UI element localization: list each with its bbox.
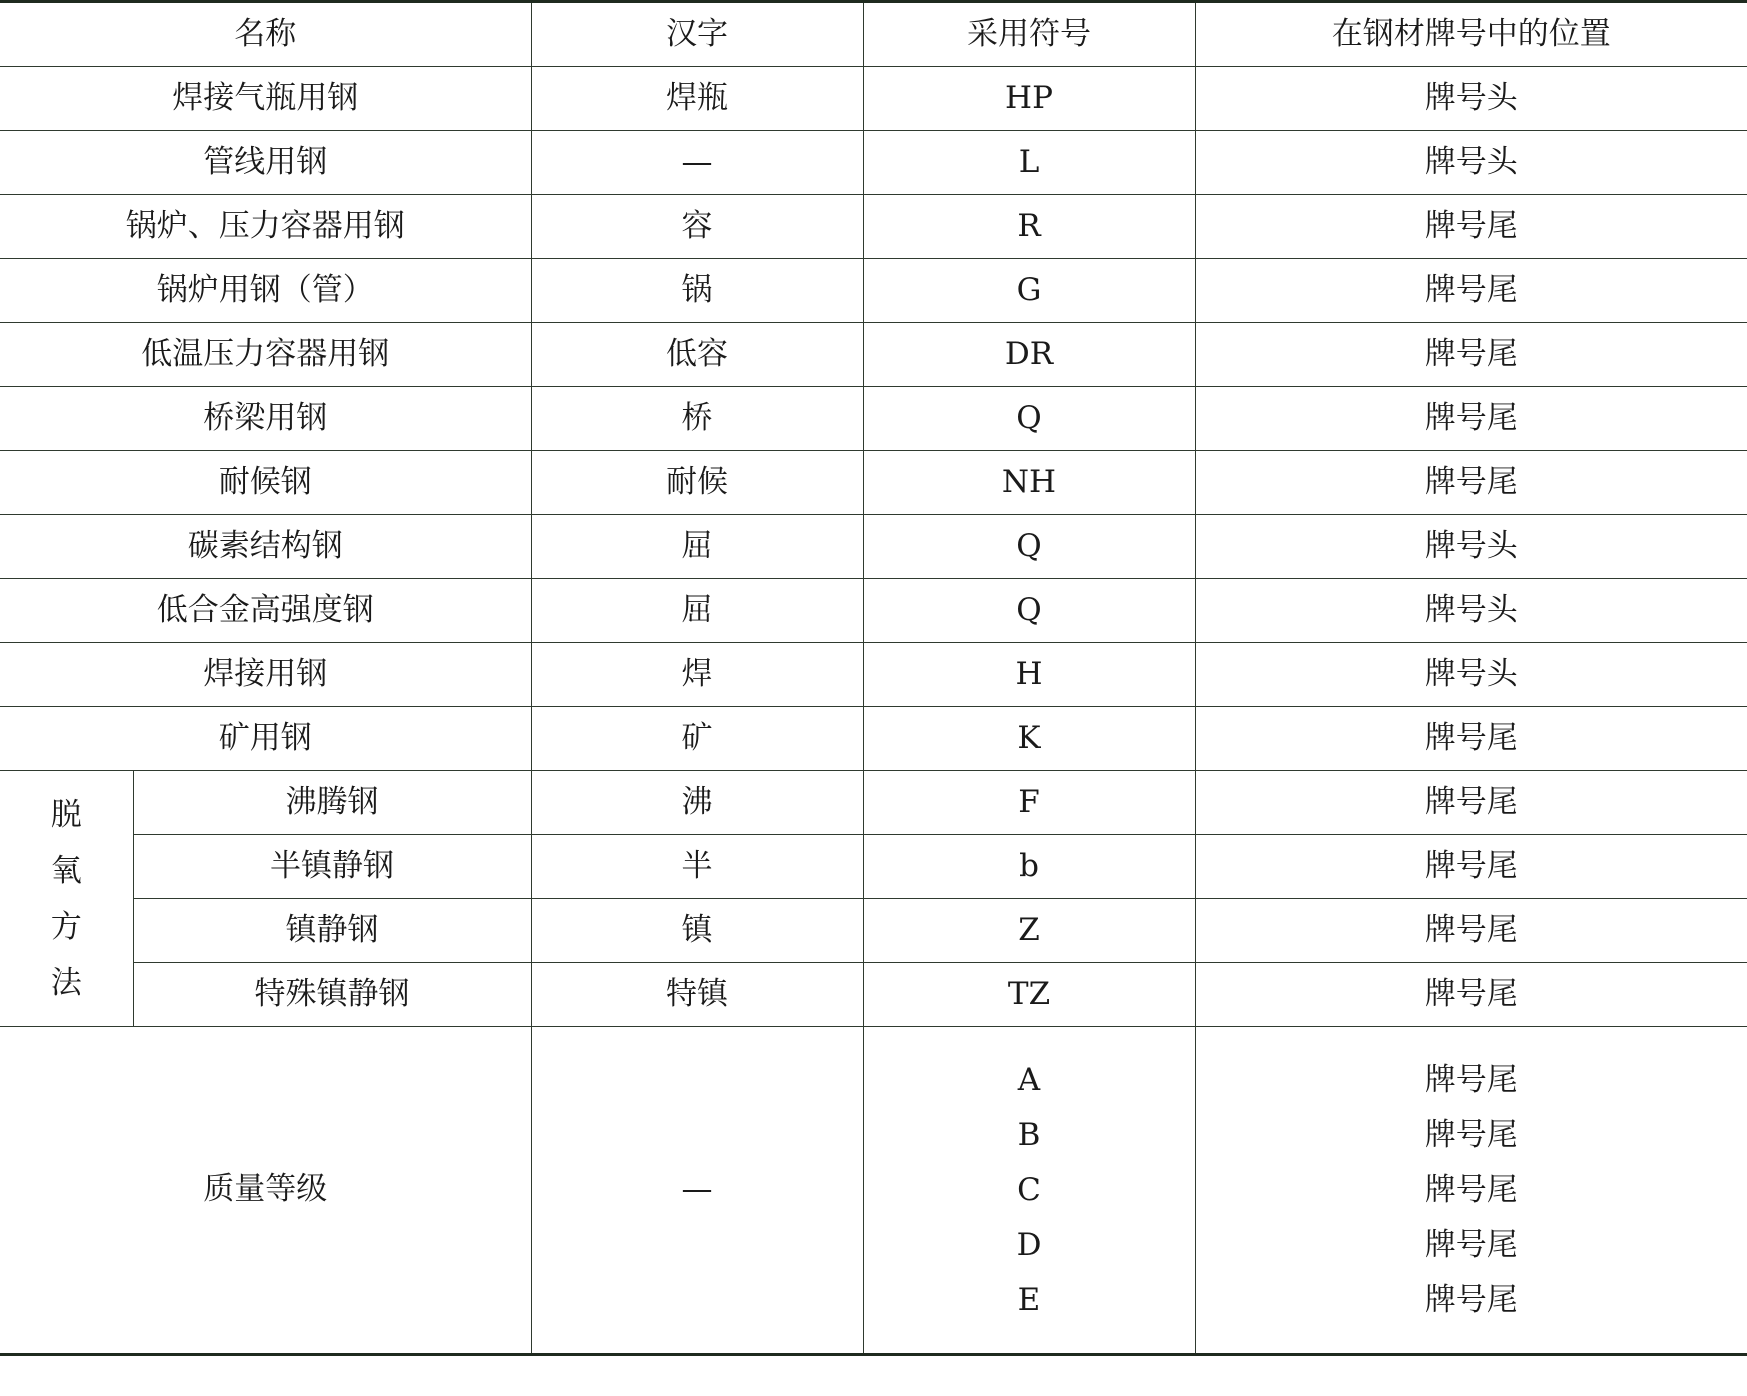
cell-symbol: Q bbox=[863, 579, 1195, 643]
cell-hanzi: 耐候 bbox=[531, 451, 863, 515]
cell-hanzi: — bbox=[531, 131, 863, 195]
quality-symbol: A bbox=[1017, 1061, 1041, 1098]
quality-symbol: D bbox=[1016, 1226, 1042, 1263]
cell-position: 牌号尾 bbox=[1195, 323, 1747, 387]
cell-symbol: DR bbox=[863, 323, 1195, 387]
cell-name: 低温压力容器用钢 bbox=[0, 323, 531, 387]
cell-name: 低合金高强度钢 bbox=[0, 579, 531, 643]
cell-name: 锅炉用钢（管） bbox=[0, 259, 531, 323]
cell-symbol: F bbox=[863, 771, 1195, 835]
cell-position: 牌号尾 bbox=[1195, 963, 1747, 1027]
cell-position: 牌号尾 bbox=[1195, 707, 1747, 771]
cell-name: 碳素结构钢 bbox=[0, 515, 531, 579]
cell-hanzi: 沸 bbox=[531, 771, 863, 835]
table-row bbox=[0, 515, 1747, 579]
cell-name: 管线用钢 bbox=[0, 131, 531, 195]
cell-hanzi: 特镇 bbox=[531, 963, 863, 1027]
cell-name: 沸腾钢 bbox=[133, 771, 531, 835]
cell-hanzi: 矿 bbox=[531, 707, 863, 771]
table-row bbox=[0, 771, 1747, 835]
cell-position: 牌号尾 bbox=[1195, 835, 1747, 899]
cell-hanzi: 焊 bbox=[531, 643, 863, 707]
cell-symbol: Q bbox=[863, 387, 1195, 451]
cell-position: 牌号头 bbox=[1195, 579, 1747, 643]
deox-label-char: 方 bbox=[50, 908, 82, 945]
table-row bbox=[0, 835, 1747, 899]
cell-name: 桥梁用钢 bbox=[0, 387, 531, 451]
table-row bbox=[0, 707, 1747, 771]
cell-name: 质量等级 bbox=[0, 1027, 531, 1355]
quality-symbol: B bbox=[1017, 1116, 1041, 1153]
cell-symbol: b bbox=[863, 835, 1195, 899]
quality-position: 牌号尾 bbox=[1424, 1061, 1518, 1098]
quality-position: 牌号尾 bbox=[1424, 1171, 1518, 1208]
cell-hanzi: 焊瓶 bbox=[531, 67, 863, 131]
deox-label-char: 氧 bbox=[50, 852, 82, 889]
cell-position: 牌号尾 bbox=[1195, 451, 1747, 515]
quality-position: 牌号尾 bbox=[1424, 1116, 1518, 1153]
cell-position: 牌号头 bbox=[1195, 131, 1747, 195]
cell-name: 半镇静钢 bbox=[133, 835, 531, 899]
cell-position: 牌号尾 bbox=[1195, 387, 1747, 451]
table-row bbox=[0, 643, 1747, 707]
cell-symbol: K bbox=[863, 707, 1195, 771]
cell-name: 焊接气瓶用钢 bbox=[0, 67, 531, 131]
header-name: 名称 bbox=[0, 2, 531, 67]
table-row bbox=[0, 963, 1747, 1027]
table-row bbox=[0, 387, 1747, 451]
cell-name: 焊接用钢 bbox=[0, 643, 531, 707]
cell-hanzi: 锅 bbox=[531, 259, 863, 323]
cell-hanzi: 屈 bbox=[531, 579, 863, 643]
cell-name: 矿用钢 bbox=[0, 707, 531, 771]
quality-grade-row bbox=[0, 1027, 1747, 1355]
table-row bbox=[0, 899, 1747, 963]
cell-name: 特殊镇静钢 bbox=[133, 963, 531, 1027]
cell-position: 牌号头 bbox=[1195, 67, 1747, 131]
cell-name: 镇静钢 bbox=[133, 899, 531, 963]
deox-label-char: 脱 bbox=[50, 796, 82, 833]
cell-hanzi: 镇 bbox=[531, 899, 863, 963]
cell-symbol: Q bbox=[863, 515, 1195, 579]
table-row bbox=[0, 195, 1747, 259]
cell-symbol: TZ bbox=[863, 963, 1195, 1027]
table-row bbox=[0, 131, 1747, 195]
cell-hanzi: 低容 bbox=[531, 323, 863, 387]
cell-position: 牌号尾 bbox=[1195, 771, 1747, 835]
header-hanzi: 汉字 bbox=[531, 2, 863, 67]
cell-symbol: G bbox=[863, 259, 1195, 323]
header-row bbox=[0, 2, 1747, 67]
header-symbol: 采用符号 bbox=[863, 2, 1195, 67]
cell-hanzi: 屈 bbox=[531, 515, 863, 579]
quality-position: 牌号尾 bbox=[1424, 1226, 1518, 1263]
cell-symbol: Z bbox=[863, 899, 1195, 963]
table-row bbox=[0, 259, 1747, 323]
header-position: 在钢材牌号中的位置 bbox=[1195, 2, 1747, 67]
table-row bbox=[0, 579, 1747, 643]
cell-hanzi: — bbox=[531, 1027, 863, 1355]
table-row bbox=[0, 67, 1747, 131]
cell-position: 牌号尾 bbox=[1195, 899, 1747, 963]
table-row bbox=[0, 323, 1747, 387]
cell-symbol: R bbox=[863, 195, 1195, 259]
quality-symbol: C bbox=[1017, 1171, 1041, 1208]
cell-position: 牌号尾 bbox=[1195, 195, 1747, 259]
cell-symbol: L bbox=[863, 131, 1195, 195]
cell-name: 锅炉、压力容器用钢 bbox=[0, 195, 531, 259]
cell-position: 牌号头 bbox=[1195, 643, 1747, 707]
quality-symbols-cell bbox=[863, 1027, 1195, 1355]
deox-group-label bbox=[0, 771, 133, 1027]
quality-symbol: E bbox=[1017, 1281, 1041, 1318]
cell-symbol: H bbox=[863, 643, 1195, 707]
quality-position: 牌号尾 bbox=[1424, 1281, 1518, 1318]
cell-name: 耐候钢 bbox=[0, 451, 531, 515]
cell-position: 牌号尾 bbox=[1195, 259, 1747, 323]
quality-positions-cell bbox=[1195, 1027, 1747, 1355]
cell-symbol: NH bbox=[863, 451, 1195, 515]
table-row bbox=[0, 451, 1747, 515]
cell-hanzi: 容 bbox=[531, 195, 863, 259]
cell-hanzi: 桥 bbox=[531, 387, 863, 451]
cell-hanzi: 半 bbox=[531, 835, 863, 899]
cell-position: 牌号头 bbox=[1195, 515, 1747, 579]
deox-label-char: 法 bbox=[50, 964, 82, 1001]
cell-symbol: HP bbox=[863, 67, 1195, 131]
